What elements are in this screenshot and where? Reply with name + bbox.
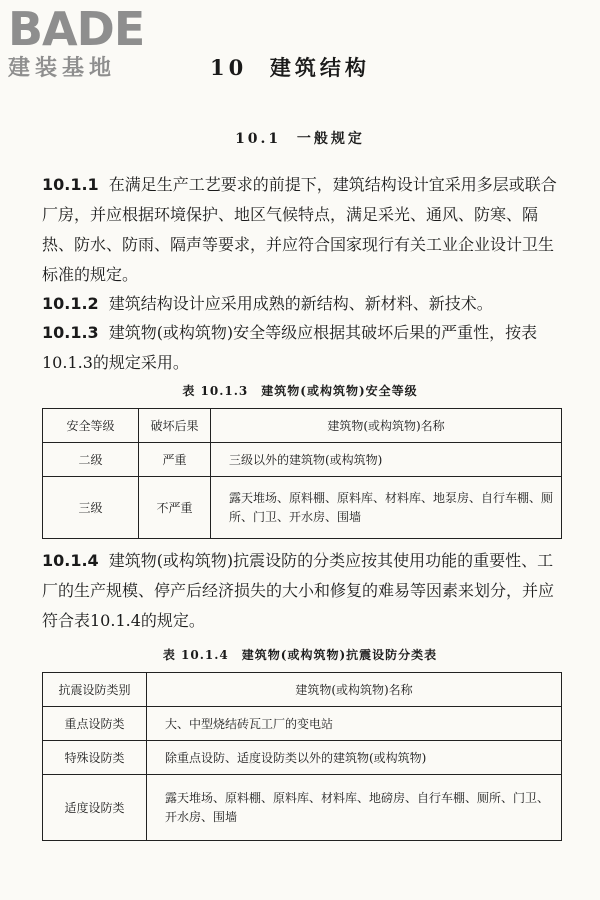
table-cell: 适度设防类 <box>43 775 147 841</box>
table-1-caption: 表 10.1.3 建筑物(或构筑物)安全等级 <box>182 384 418 398</box>
table-header-row <box>43 409 562 443</box>
clause-10-1-3 <box>42 318 562 378</box>
section-title <box>0 128 600 148</box>
table-cell: 除重点设防、适度设防类以外的建筑物(或构筑物) <box>147 741 562 775</box>
logo <box>8 4 178 82</box>
header-cell: 抗震设防类别 <box>43 673 147 707</box>
clause-number: 10.1.4 <box>42 551 99 570</box>
table-2-caption: 表 10.1.4 建筑物(或构筑物)抗震设防分类表 <box>162 648 438 662</box>
header-cell: 安全等级 <box>43 409 139 443</box>
table-row <box>43 775 562 841</box>
clause-10-1-1 <box>42 170 562 290</box>
table-cell: 特殊设防类 <box>43 741 147 775</box>
table-cell: 三级 <box>43 477 139 539</box>
clause-text: 在满足生产工艺要求的前提下，建筑结构设计宜采用多层或联合厂房，并应根据环境保护、地区气候特点，满足采光、通风、防寒、隔热、防水、防雨、隔声等要求，并应符合国家现行有关工业企业设计卫生标准的规定。 <box>42 175 557 284</box>
header-cell: 破坏后果 <box>139 409 211 443</box>
table-cell: 不严重 <box>139 477 211 539</box>
table-cell: 露天堆场、原料棚、原料库、材料库、地泵房、自行车棚、厕所、门卫、开水房、围墙 <box>211 477 562 539</box>
table-cell: 三级以外的建筑物(或构筑物) <box>211 443 562 477</box>
chapter-number: 10 <box>210 55 248 80</box>
table-cell: 大、中型烧结砖瓦工厂的变电站 <box>147 707 562 741</box>
table-cell: 重点设防类 <box>43 707 147 741</box>
table-cell: 二级 <box>43 443 139 477</box>
chapter-title <box>210 52 370 82</box>
table-header-row <box>43 673 562 707</box>
section-number: 10.1 <box>235 131 282 147</box>
table-row <box>43 707 562 741</box>
chapter-name: 建筑结构 <box>269 55 370 80</box>
clause-text: 建筑物(或构筑物)抗震设防的分类应按其使用功能的重要性、工厂的生产规模、停产后经济损失的大小和修复的难易等因素来划分，并应符合表10.1.4的规定。 <box>42 551 555 630</box>
clause-number: 10.1.1 <box>42 175 99 194</box>
table-row <box>43 443 562 477</box>
clause-number: 10.1.3 <box>42 323 99 342</box>
seismic-category-table <box>42 672 562 841</box>
clause-text: 建筑物(或构筑物)安全等级应根据其破坏后果的严重性，按表10.1.3的规定采用。 <box>42 323 538 372</box>
logo-brand: BADE <box>8 2 145 56</box>
table-row <box>43 741 562 775</box>
clause-number: 10.1.2 <box>42 294 99 313</box>
clause-10-1-4 <box>42 546 562 636</box>
header-cell: 建筑物(或构筑物)名称 <box>211 409 562 443</box>
clause-text: 建筑结构设计应采用成熟的新结构、新材料、新技术。 <box>108 294 493 313</box>
table-cell: 严重 <box>139 443 211 477</box>
logo-subtitle: 建装基地 <box>8 56 117 81</box>
section-name: 一般规定 <box>296 131 365 147</box>
table-cell: 露天堆场、原料棚、原料库、材料库、地磅房、自行车棚、厕所、门卫、开水房、围墙 <box>147 775 562 841</box>
header-cell: 建筑物(或构筑物)名称 <box>147 673 562 707</box>
clause-10-1-2 <box>42 289 562 319</box>
table-row <box>43 477 562 539</box>
safety-level-table <box>42 408 562 539</box>
